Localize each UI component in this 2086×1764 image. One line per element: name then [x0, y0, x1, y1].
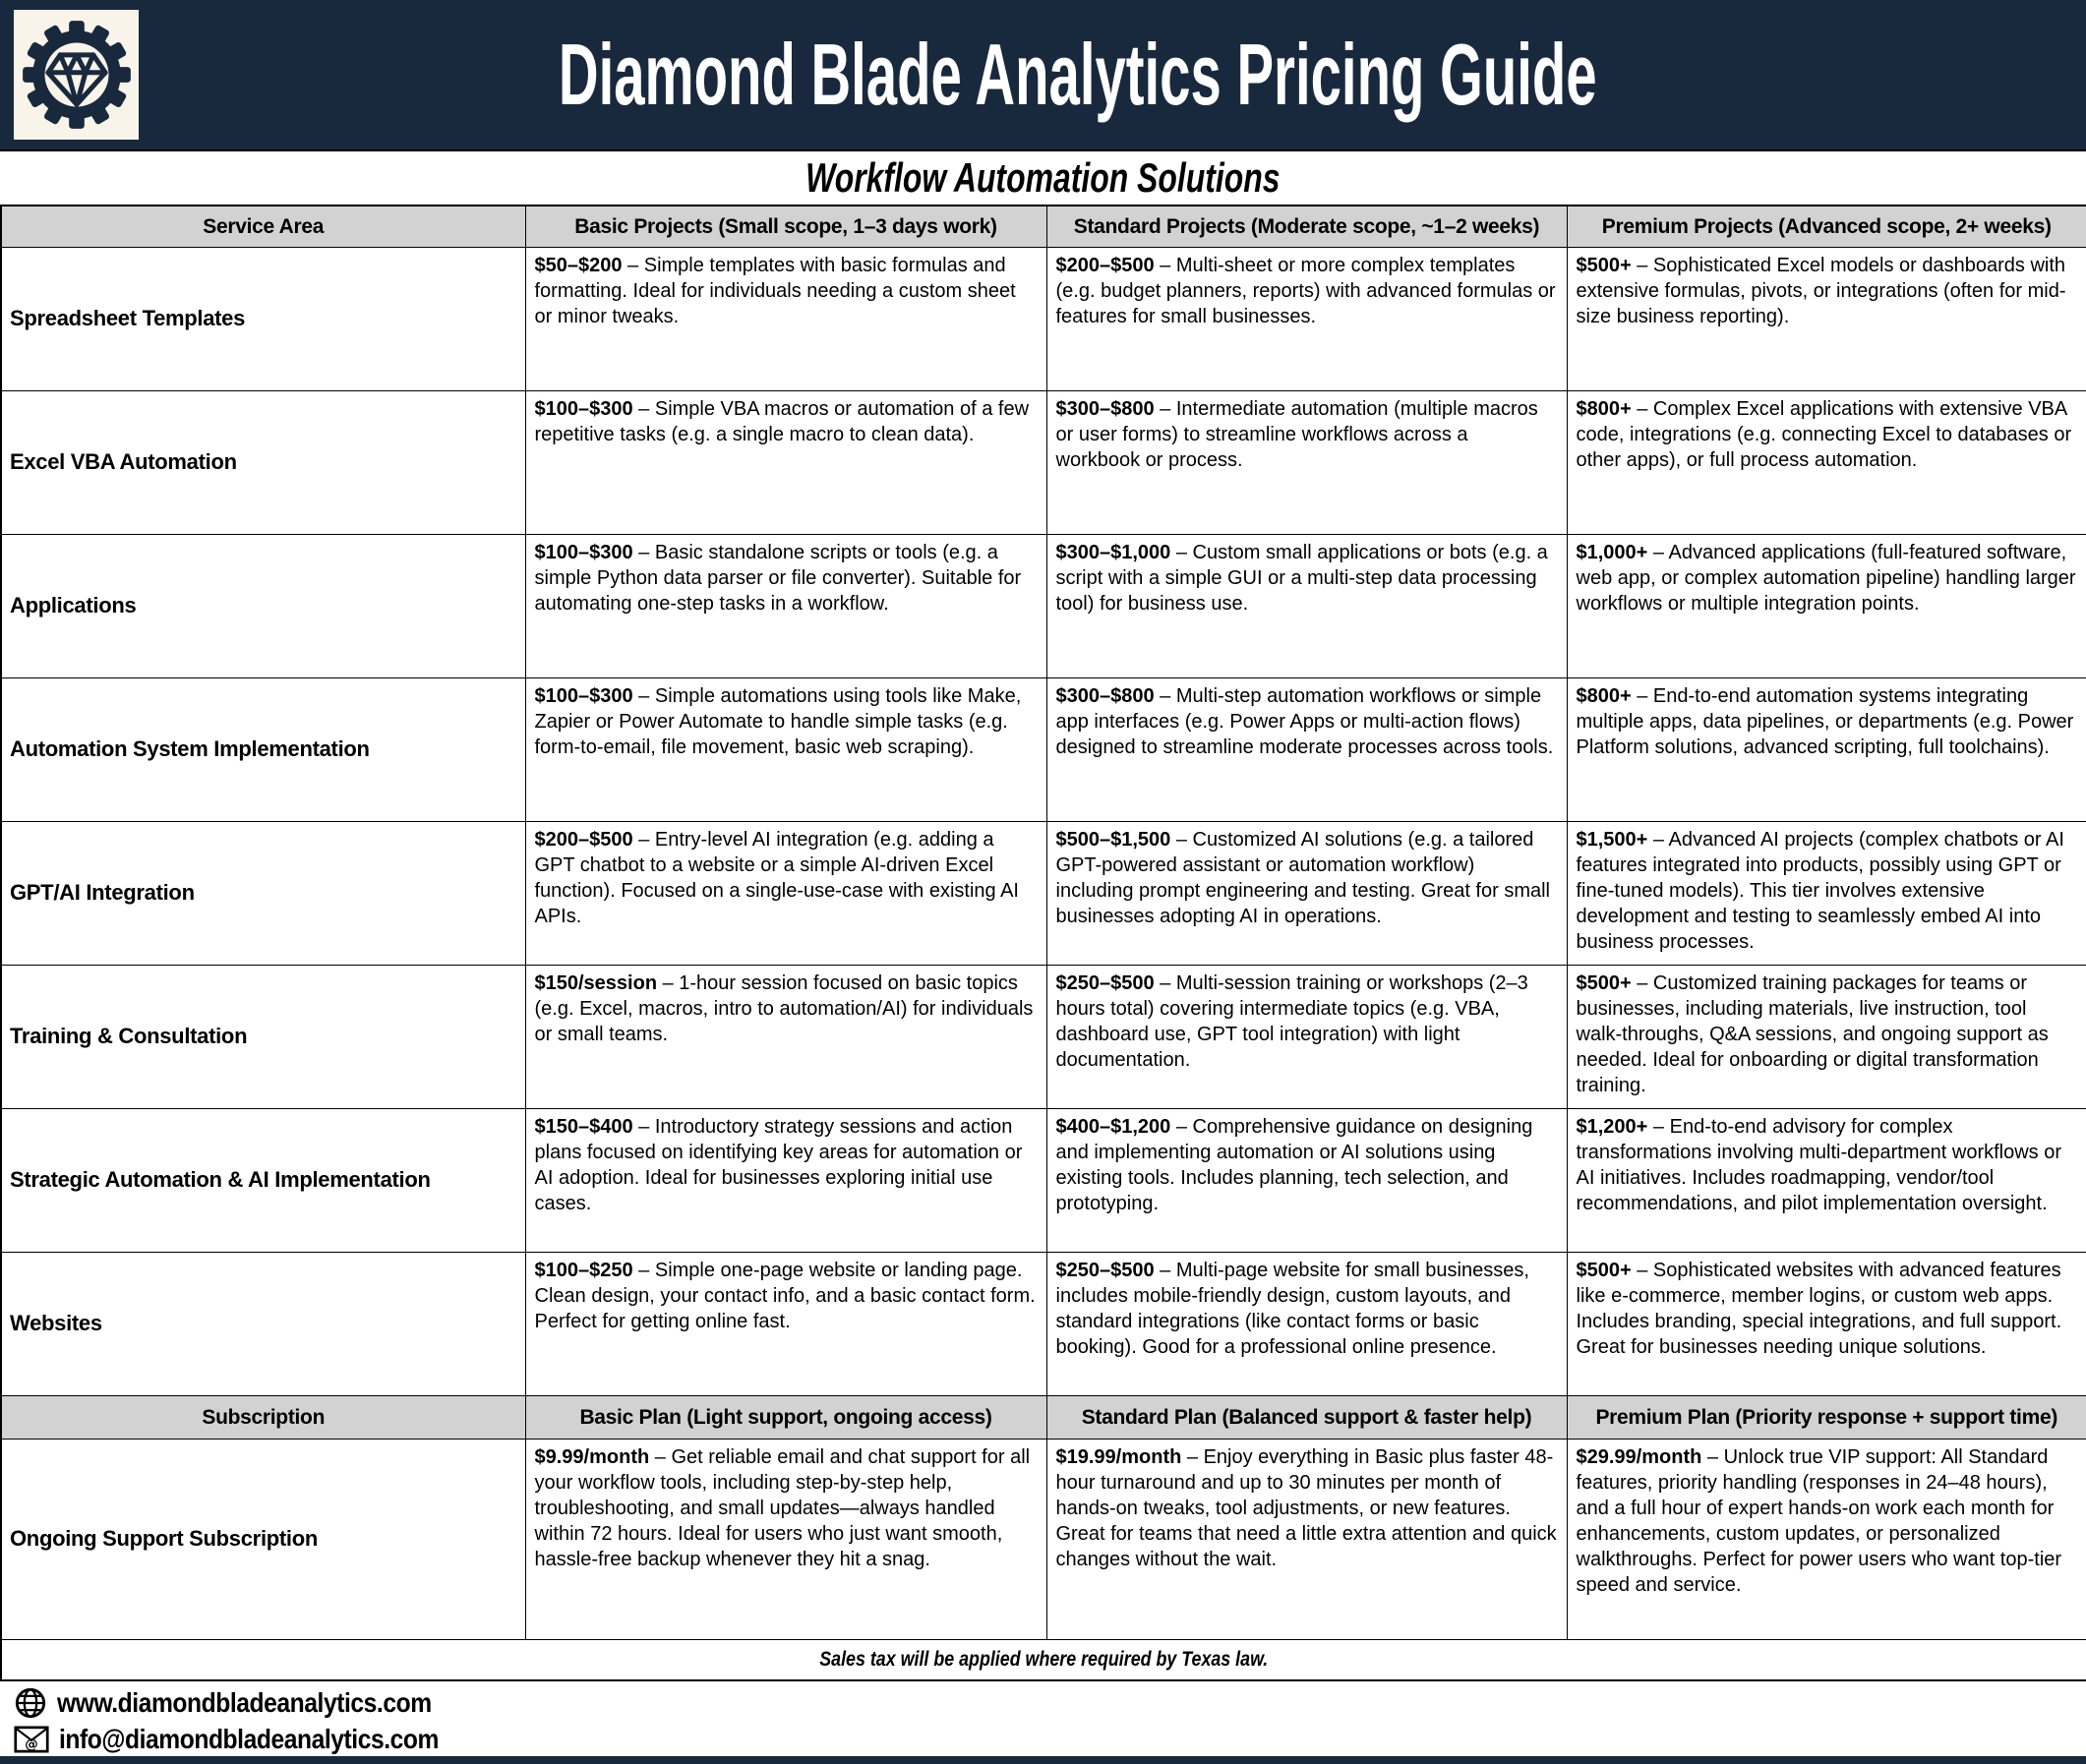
website-url: www.diamondbladeanalytics.com: [57, 1687, 432, 1718]
service-label: Strategic Automation & AI Implementation: [1, 1109, 525, 1253]
premium-cell: $29.99/month – Unlock true VIP support: All Standard features, priority handling (responses in 24–48 hours), and a full hour of expert hands-on work each month for enhancements, custom updates, or personalized walkthroughs. Perfect for power users who want top-tier speed and service.: [1567, 1440, 2086, 1640]
standard-cell: $250–$500 – Multi-page website for small businesses, includes mobile-friendly design, custom layouts, and standard integrations (like contact forms or basic booking). Good for a professional online presence.: [1046, 1253, 1567, 1396]
basic-cell: $100–$300 – Basic standalone scripts or tools (e.g. a simple Python data parser or file converter). Suitable for automating one-step tasks in a workflow.: [525, 535, 1046, 678]
subtitle-row: [0, 151, 2086, 205]
header-banner: [0, 0, 2086, 151]
col-header-standard-projects: Standard Projects (Moderate scope, ~1–2 weeks): [1046, 206, 1567, 248]
col-header-premium-plan: Premium Plan (Priority response + support time): [1567, 1396, 2086, 1440]
subscription-header-row: [1, 1396, 2086, 1440]
premium-cell: $1,500+ – Advanced AI projects (complex chatbots or AI features integrated into products, possibly using GPT or fine-tuned models). This tier involves extensive development and testing to seamlessly embed AI into business processes.: [1567, 822, 2086, 966]
col-header-standard-plan: Standard Plan (Balanced support & faster help): [1046, 1396, 1567, 1440]
standard-cell: $300–$1,000 – Custom small applications or bots (e.g. a script with a simple GUI or a multi-step data processing tool) for business use.: [1046, 535, 1567, 678]
logo: [14, 10, 139, 140]
page-title: Diamond Blade Analytics Pricing Guide: [558, 26, 1597, 123]
col-header-basic-projects: Basic Projects (Small scope, 1–3 days work): [525, 206, 1046, 248]
service-label: Automation System Implementation: [1, 678, 525, 822]
service-label: Ongoing Support Subscription: [1, 1440, 525, 1640]
standard-cell: $300–$800 – Intermediate automation (multiple macros or user forms) to streamline workflows across a workbook or process.: [1046, 391, 1567, 535]
subtitle: Workflow Automation Solutions: [805, 154, 1281, 201]
bottom-accent-bar: [0, 1756, 2086, 1764]
table-row-spreadsheet-templates: [1, 248, 2086, 391]
email-address: info@diamondbladeanalytics.com: [59, 1724, 439, 1754]
premium-cell: $1,000+ – Advanced applications (full-featured software, web app, or complex automation pipeline) handling larger workflows or multiple integration points.: [1567, 535, 2086, 678]
email-link[interactable]: [14, 1724, 2086, 1755]
table-row-ongoing-support-subscription: [1, 1440, 2086, 1640]
website-link[interactable]: [14, 1686, 2086, 1720]
col-header-subscription: Subscription: [1, 1396, 525, 1440]
col-header-basic-plan: Basic Plan (Light support, ongoing access): [525, 1396, 1046, 1440]
table-row-strategic-automation-ai-implementation: [1, 1109, 2086, 1253]
pricing-table: [0, 205, 2086, 1681]
basic-cell: $100–$300 – Simple automations using tools like Make, Zapier or Power Automate to handle simple tasks (e.g. form-to-email, file movement, basic web scraping).: [525, 678, 1046, 822]
basic-cell: $150/session – 1-hour session focused on basic topics (e.g. Excel, macros, intro to automation/AI) for individuals or small teams.: [525, 966, 1046, 1109]
standard-cell: $300–$800 – Multi-step automation workflows or simple app interfaces (e.g. Power Apps or multi-action flows) designed to streamline moderate processes across tools.: [1046, 678, 1567, 822]
svg-text:@: @: [25, 1736, 38, 1752]
email-envelope-icon: [14, 1725, 49, 1754]
premium-cell: $500+ – Sophisticated websites with advanced features like e-commerce, member logins, or custom web apps. Includes branding, special integrations, and full support. Great for businesses needing unique solutions.: [1567, 1253, 2086, 1396]
table-header-row: [1, 206, 2086, 248]
tax-note-row: [1, 1640, 2086, 1681]
table-row-training-consultation: [1, 966, 2086, 1109]
service-label: Applications: [1, 535, 525, 678]
premium-cell: $500+ – Sophisticated Excel models or dashboards with extensive formulas, pivots, or integrations (often for mid-size business reporting).: [1567, 248, 2086, 391]
col-header-service-area: Service Area: [1, 206, 525, 248]
premium-cell: $1,200+ – End-to-end advisory for complex transformations involving multi-department workflows or AI initiatives. Includes roadmapping, vendor/tool recommendations, and pilot implementation oversight.: [1567, 1109, 2086, 1253]
col-header-premium-projects: Premium Projects (Advanced scope, 2+ weeks): [1567, 206, 2086, 248]
basic-cell: $150–$400 – Introductory strategy sessions and action plans focused on identifying key areas for automation or AI adoption. Ideal for businesses exploring initial use cases.: [525, 1109, 1046, 1253]
basic-cell: $100–$300 – Simple VBA macros or automation of a few repetitive tasks (e.g. a single macro to clean data).: [525, 391, 1046, 535]
basic-cell: $100–$250 – Simple one-page website or landing page. Clean design, your contact info, and a basic contact form. Perfect for getting online fast.: [525, 1253, 1046, 1396]
basic-cell: $9.99/month – Get reliable email and chat support for all your workflow tools, including step-by-step help, troubleshooting, and small updates—always handled within 72 hours. Ideal for users who just want smooth, hassle-free backup whenever they hit a snag.: [525, 1440, 1046, 1640]
basic-cell: $200–$500 – Entry-level AI integration (e.g. adding a GPT chatbot to a website or a simple AI-driven Excel function). Focused on a single-use-case with existing AI APIs.: [525, 822, 1046, 966]
service-label: Websites: [1, 1253, 525, 1396]
service-label: GPT/AI Integration: [1, 822, 525, 966]
footer: [0, 1681, 2086, 1756]
table-row-gpt-ai-integration: [1, 822, 2086, 966]
diamond-gear-icon: [22, 17, 132, 133]
premium-cell: $800+ – Complex Excel applications with extensive VBA code, integrations (e.g. connecting Excel to databases or other apps), or full process automation.: [1567, 391, 2086, 535]
table-row-applications: [1, 535, 2086, 678]
globe-icon: [14, 1686, 47, 1720]
tax-note: Sales tax will be applied where required by Texas law.: [1, 1640, 2086, 1681]
standard-cell: $400–$1,200 – Comprehensive guidance on designing and implementing automation or AI solutions using existing tools. Includes planning, tech selection, and prototyping.: [1046, 1109, 1567, 1253]
standard-cell: $500–$1,500 – Customized AI solutions (e.g. a tailored GPT-powered assistant or automation workflow) including prompt engineering and testing. Great for small businesses adopting AI in operations.: [1046, 822, 1567, 966]
premium-cell: $500+ – Customized training packages for teams or businesses, including materials, live instruction, tool walk-throughs, Q&A sessions, and ongoing support as needed. Ideal for onboarding or digital transformation training.: [1567, 966, 2086, 1109]
service-label: Training & Consultation: [1, 966, 525, 1109]
standard-cell: $200–$500 – Multi-sheet or more complex templates (e.g. budget planners, reports) with advanced formulas or features for small businesses.: [1046, 248, 1567, 391]
table-row-automation-system-implementation: [1, 678, 2086, 822]
basic-cell: $50–$200 – Simple templates with basic formulas and formatting. Ideal for individuals needing a custom sheet or minor tweaks.: [525, 248, 1046, 391]
table-row-websites: [1, 1253, 2086, 1396]
service-label: Excel VBA Automation: [1, 391, 525, 535]
service-label: Spreadsheet Templates: [1, 248, 525, 391]
standard-cell: $19.99/month – Enjoy everything in Basic plus faster 48-hour turnaround and up to 30 minutes per month of hands-on tweaks, tool adjustments, or new features. Great for teams that need a little extra attention and quick changes without the wait.: [1046, 1440, 1567, 1640]
premium-cell: $800+ – End-to-end automation systems integrating multiple apps, data pipelines, or departments (e.g. Power Platform solutions, advanced scripting, full toolchains).: [1567, 678, 2086, 822]
table-row-excel-vba-automation: [1, 391, 2086, 535]
standard-cell: $250–$500 – Multi-session training or workshops (2–3 hours total) covering intermediate topics (e.g. VBA, dashboard use, GPT tool integration) with light documentation.: [1046, 966, 1567, 1109]
